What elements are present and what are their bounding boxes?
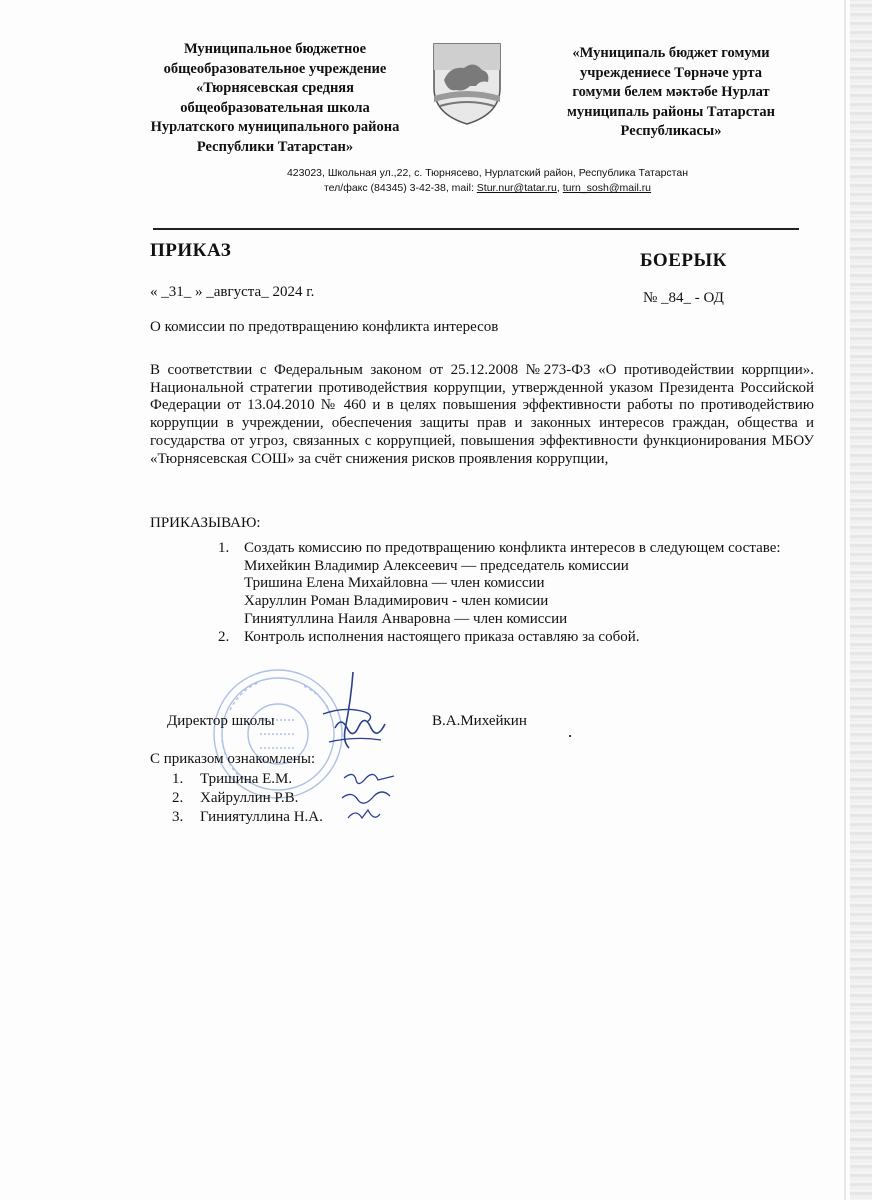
header-left-line: общеобразовательная школа [180, 99, 370, 116]
ack-number: 2. [172, 790, 184, 806]
preamble-paragraph: В соответствии с Федеральным законом от 25.12.2008 №273-ФЗ «О противодействии коррпции». Национальной стратегии противодействия коррупции, утвержденной указом Президента Российской Федерации от 13.04.2010 № 460 и в целях повышения эффективности работы по противодействию коррупции в учреждении, обеспечения защиты прав и законных интересов граждан, общества и государства от угроз, связанных с коррупцией, повышения эффективности функционирования МБОУ «Тюрнясевская СОШ» за счёт снижения рисков проявления коррупции, [150, 362, 814, 467]
acknowledgement-signatures-icon [340, 770, 400, 830]
director-label: Директор школы [167, 713, 275, 729]
header-left-line: Муниципальное бюджетное [183, 41, 367, 57]
member-line: Гиниятуллина Наиля Анваровна — член комиссии [244, 610, 568, 627]
email-link-2[interactable]: turn_sosh@mail.ru [562, 182, 652, 194]
stray-mark [569, 735, 571, 737]
acknowledgement-list [172, 770, 323, 827]
header-left-line: «Тюрнясевская средняя [195, 80, 354, 96]
list-item [218, 540, 814, 629]
header-left-russian [135, 40, 415, 157]
header-right-line: муниципаль районы Татарстан [566, 103, 776, 120]
ack-number: 1. [172, 771, 184, 787]
item-number: 1. [218, 540, 230, 556]
director-signature-icon [315, 670, 395, 765]
order-subject: О комиссии по предотвращению конфликта интересов [150, 319, 499, 335]
ack-name: Тришина Е.М. [200, 771, 293, 787]
item-number: 2. [218, 628, 230, 645]
ack-name: Хайруллин Р.В. [200, 790, 299, 806]
scan-edge-line [844, 0, 846, 1200]
address-line: 423023, Школьная ул.,22, с. Тюрнясево, Нурлатский район, Республика Татарстан [286, 167, 689, 179]
item-text: Создать комиссию по предотвращению конфликта интересов в следующем составе: [244, 540, 781, 556]
commission-members [244, 558, 814, 629]
list-item [218, 629, 814, 647]
order-items-list [218, 540, 814, 646]
order-title-tatar: БОЕРЫК [640, 250, 727, 271]
header-right-line: «Муниципаль бюджет гомуми [572, 45, 770, 61]
director-name: В.А.Михейкин [432, 713, 527, 729]
order-number: № _84_ - ОД [643, 290, 724, 306]
header-right-line: Республикасы» [620, 123, 722, 139]
header-divider [153, 228, 799, 230]
address-block [240, 166, 735, 196]
header-left-line: Нурлатского муниципального района [150, 119, 400, 135]
header-left-line: общеобразовательное учреждение [163, 60, 387, 77]
email-link-1[interactable]: Stur.nur@tatar.ru [476, 182, 557, 194]
member-line: Тришина Елена Михайловна — член комиссии [244, 575, 545, 592]
scan-edge [850, 0, 872, 1200]
order-date: « _31_ » _августа_ 2024 г. [150, 284, 315, 300]
email-separator: , [556, 182, 563, 194]
header-right-line: гомуми белем мәктәбе Нурлат [572, 84, 770, 100]
contact-prefix: тел/факс (84345) 3-42-38, mail: [323, 182, 477, 194]
header-right-line: учреждениесе Төрнәче урта [580, 64, 762, 81]
header-left-line: Республики Татарстан» [196, 138, 354, 155]
ack-number: 3. [172, 809, 184, 825]
list-item [172, 789, 323, 808]
ack-name: Гиниятуллина Н.А. [200, 809, 323, 825]
acknowledgement-title: С приказом ознакомлены: [150, 751, 316, 767]
member-line: Михейкин Владимир Алексеевич — председатель комиссии [244, 557, 629, 574]
order-directive: ПРИКАЗЫВАЮ: [150, 515, 261, 531]
coat-of-arms-icon [430, 40, 504, 126]
contact-line [240, 181, 735, 196]
list-item [172, 770, 323, 789]
header-right-tatar [540, 44, 802, 142]
list-item [172, 808, 323, 827]
item-text: Контроль исполнения настоящего приказа оставляю за собой. [244, 628, 640, 645]
member-line: Харуллин Роман Владимирович - член комисии [244, 593, 549, 610]
order-title-russian: ПРИКАЗ [150, 240, 232, 261]
